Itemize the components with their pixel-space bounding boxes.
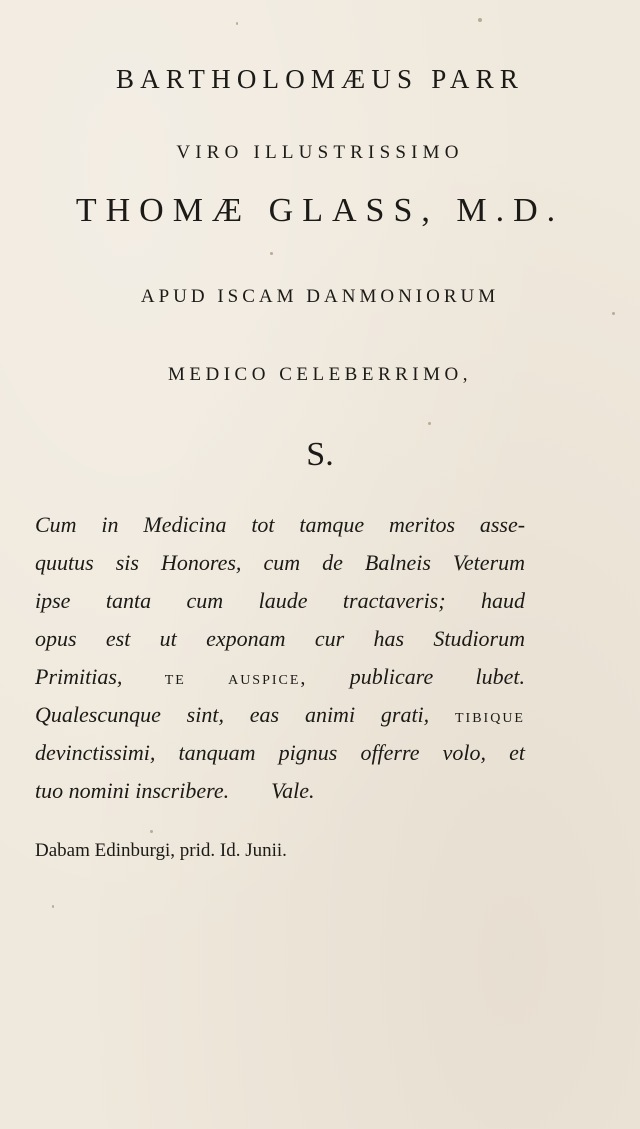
paper-speck — [612, 312, 615, 315]
text-line: ipse tanta cum laude tractaveris; haud — [35, 588, 525, 613]
paper-speck — [236, 22, 238, 25]
text-line: quutus sis Honores, cum de Balneis Veterum — [35, 550, 526, 575]
text-line: opus est ut exponam cur has Studiorum — [35, 626, 526, 651]
paper-speck — [478, 18, 482, 22]
paper-speck — [150, 830, 153, 833]
paper-speck — [270, 252, 273, 255]
text-line: Primitias, te auspice, publicare lubet. — [35, 664, 525, 689]
paper-speck — [428, 422, 431, 425]
date-signoff: Dabam Edinburgi, prid. Id. Junii. — [35, 840, 287, 861]
recipient-name: THOMÆ GLASS, M.D. — [75, 192, 565, 229]
text-line: tuo nomini inscribere. Vale. — [35, 778, 315, 803]
text-line: Qualescunque sint, eas animi grati, tibique — [35, 702, 525, 727]
paper-speck — [52, 905, 54, 908]
text-line: Cum in Medicina tot tamque meritos asse- — [35, 512, 526, 537]
text-line: devinctissimi, tanquam pignus offerre volo, et — [35, 740, 526, 765]
salutation: S. — [306, 436, 334, 473]
address-line: VIRO ILLUSTRISSIMO — [176, 142, 464, 163]
author-name: BARTHOLOMÆUS PARR — [115, 64, 525, 94]
location-line: APUD ISCAM DANMONIORUM — [140, 286, 500, 307]
title-line: MEDICO CELEBERRIMO, — [168, 364, 472, 385]
